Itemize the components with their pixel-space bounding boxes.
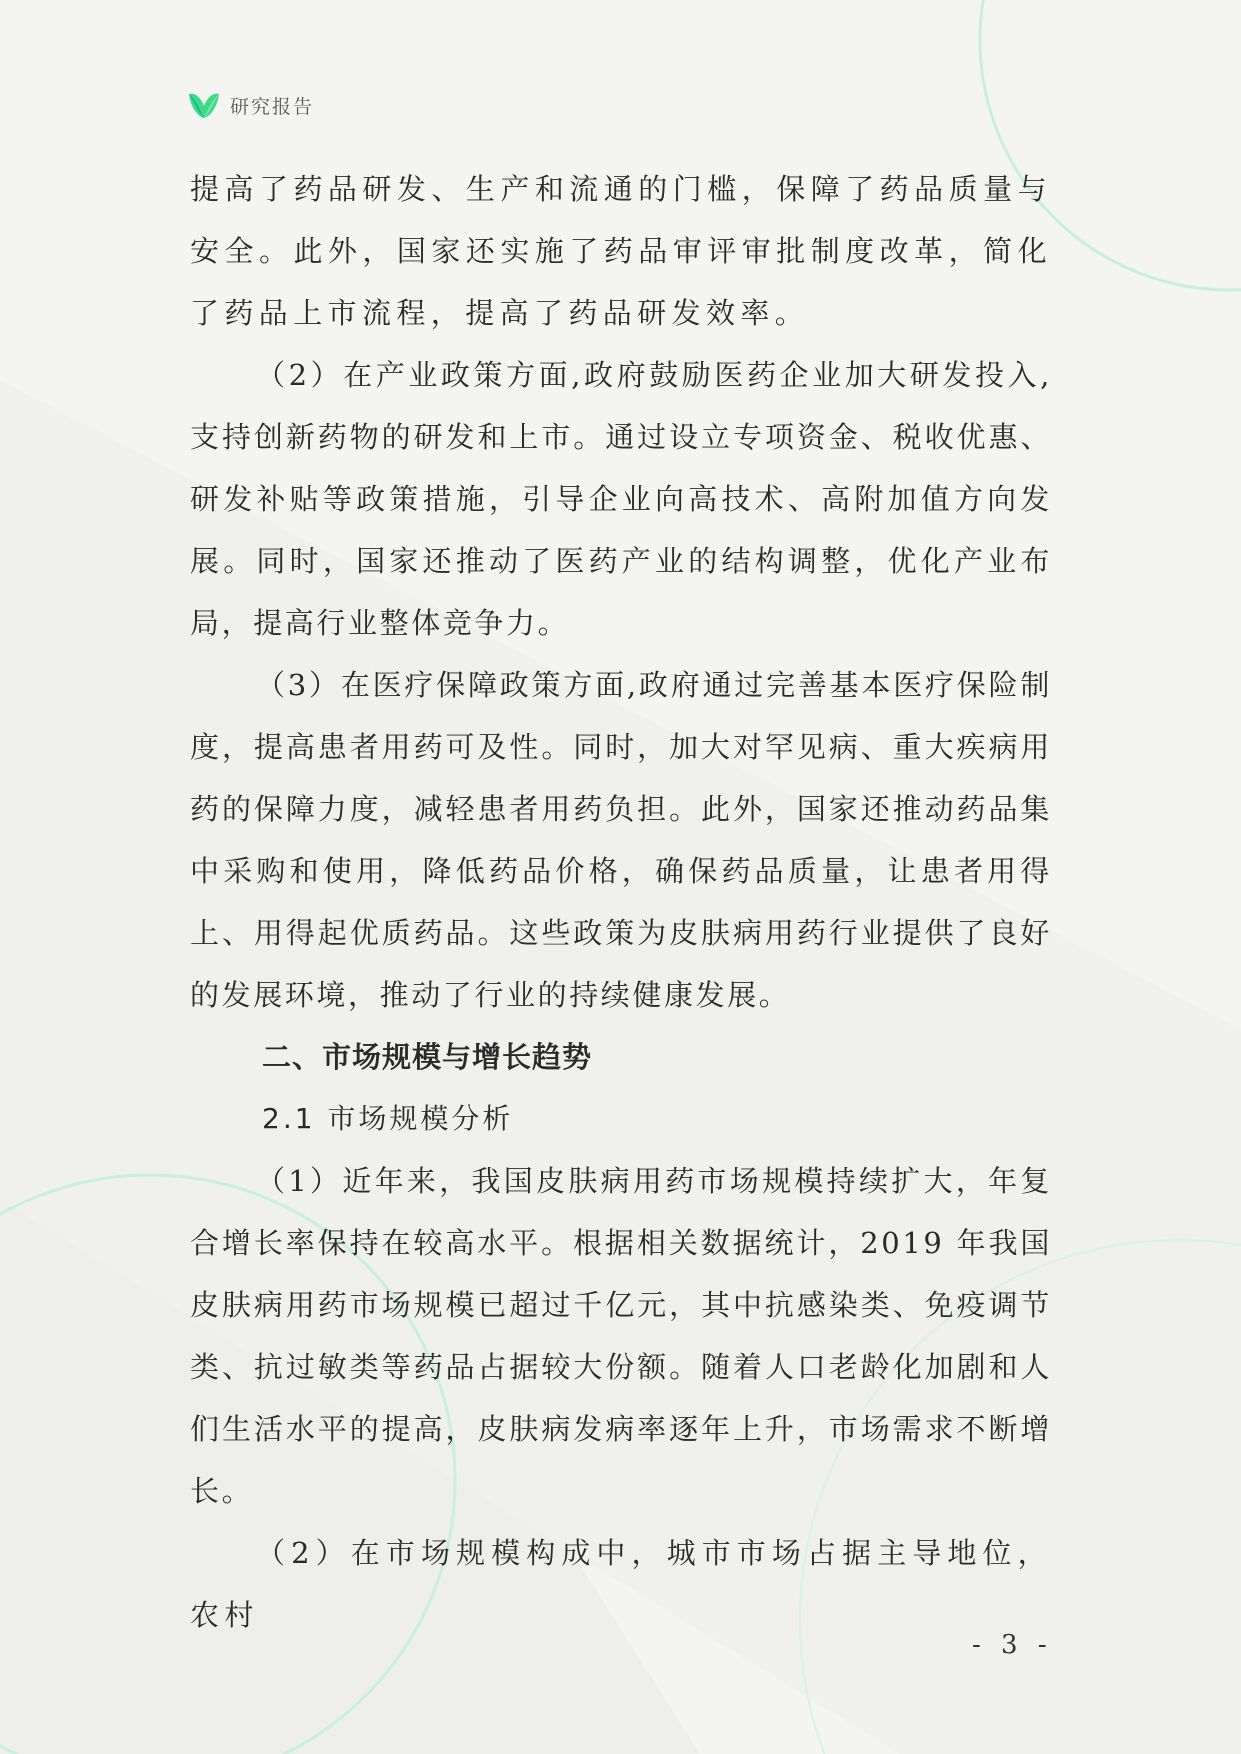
page-number: - 3 - xyxy=(972,1630,1053,1660)
document-body xyxy=(190,158,1052,1646)
paragraph-market-size: （1）近年来，我国皮肤病用药市场规模持续扩大，年复合增长率保持在较高水平。根据相关数据统计，2019 年我国皮肤病用药市场规模已超过千亿元，其中抗感染类、免疫调节类、抗过敏类等药品占据较大份额。随着人口老龄化加剧和人们生活水平的提高，皮肤病发病率逐年上升，市场需求不断增长。 xyxy=(190,1164,1052,1508)
header-label: 研究报告 xyxy=(230,95,315,118)
section-heading: 二、市场规模与增长趋势 xyxy=(262,1040,593,1074)
brand-logo-icon xyxy=(186,88,222,122)
paragraph-market-composition: （2）在市场规模构成中，城市市场占据主导地位，农村 xyxy=(190,1536,1052,1632)
paragraph-medical-insurance-policy: （3）在医疗保障政策方面,政府通过完善基本医疗保险制度，提高患者用药可及性。同时，加大对罕见病、重大疾病用药的保障力度，减轻患者用药负担。此外，国家还推动药品集中采购和使用，降低药品价格，确保药品质量，让患者用得上、用得起优质药品。这些政策为皮肤病用药行业提供了良好的发展环境，推动了行业的持续健康发展。 xyxy=(190,668,1052,1012)
page-header xyxy=(186,88,314,122)
paragraph-industry-policy: （2）在产业政策方面,政府鼓励医药企业加大研发投入,支持创新药物的研发和上市。通过设立专项资金、税收优惠、研发补贴等政策措施，引导企业向高技术、高附加值方向发展。同时，国家还推动了医药产业的结构调整，优化产业布局，提高行业整体竞争力。 xyxy=(190,358,1052,640)
subsection-heading: 2.1 市场规模分析 xyxy=(262,1102,514,1135)
paragraph-continued: 提高了药品研发、生产和流通的门槛，保障了药品质量与安全。此外，国家还实施了药品审评审批制度改革，简化了药品上市流程，提高了药品研发效率。 xyxy=(190,172,1052,330)
